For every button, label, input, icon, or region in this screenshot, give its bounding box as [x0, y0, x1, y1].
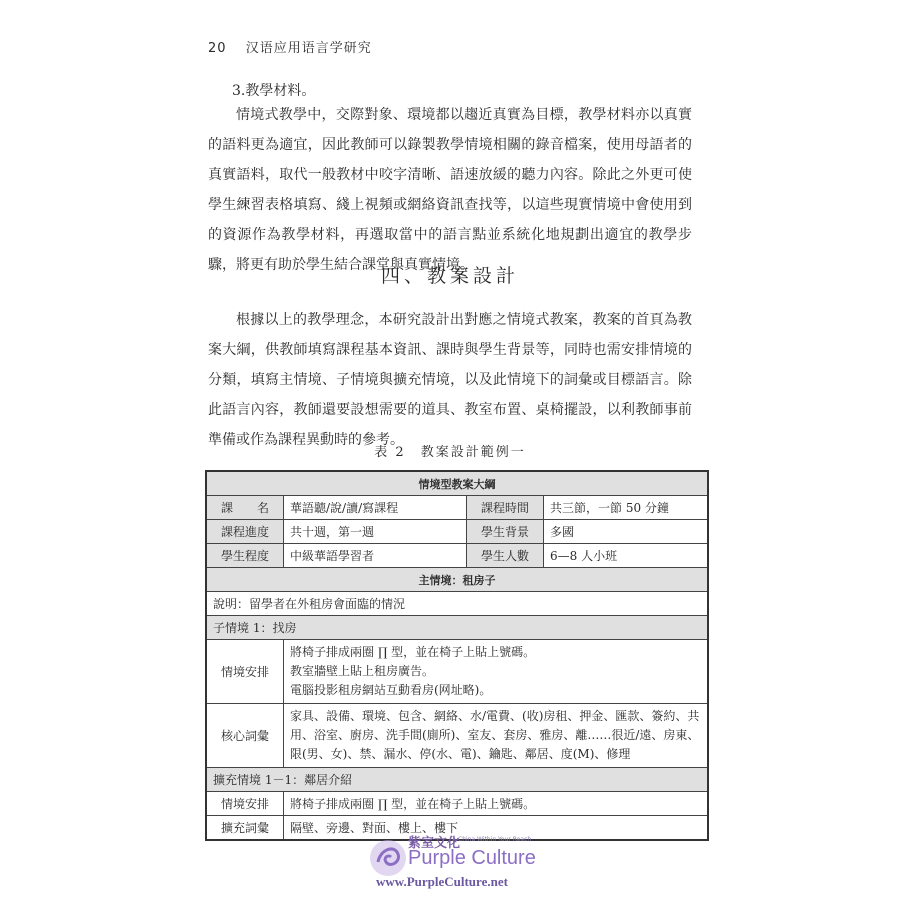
vocab-label: 核心詞彙 [206, 704, 284, 768]
table-row [206, 544, 708, 568]
arrangement-line: 教室牆壁上貼上租房廣告。 [290, 664, 435, 678]
ext-arrangement-label: 情境安排 [206, 792, 284, 816]
arrangement-line: 電腦投影租房網站互動看房(网址略)。 [290, 683, 492, 697]
ext-vocab-value: 隔壁、旁邊、對面、樓上、樓下 [284, 816, 709, 841]
sub-situation: 子情境 1：找房 [206, 616, 708, 640]
watermark-chinese: 紫室文化 [408, 836, 461, 851]
table-row [206, 568, 708, 592]
watermark-url: www.PurpleCulture.net [376, 874, 508, 889]
background-label: 學生背景 [467, 520, 544, 544]
table-row [206, 496, 708, 520]
page-number: 20 [208, 41, 227, 56]
arrangement-label: 情境安排 [206, 640, 284, 704]
ext-arrangement-value: 將椅子排成兩圈 ∏ 型，並在椅子上貼上號碼。 [284, 792, 709, 816]
progress-value: 共十週，第一週 [284, 520, 467, 544]
table-row [206, 768, 708, 792]
table-row [206, 616, 708, 640]
book-title: 汉语应用语言学研究 [245, 41, 372, 56]
main-situation: 主情境：租房子 [206, 568, 708, 592]
ext-vocab-label: 擴充詞彙 [206, 816, 284, 841]
page-header [208, 37, 372, 56]
hours-value: 共三節，一節 50 分鐘 [544, 496, 709, 520]
description: 說明：留學者在外租房會面臨的情況 [206, 592, 708, 616]
table-row [206, 792, 708, 816]
background-value: 多國 [544, 520, 709, 544]
lesson-plan-table [205, 470, 709, 841]
arrangement-value [284, 640, 709, 704]
vocab-value: 家具、設備、環境、包含、網絡、水/電費、(收)房租、押金、匯款、簽約、共用、浴室、廚房、洗手間(廁所)、室友、套房、雅房、離……很近/遠、房東、限(男、女)、禁、漏水、停(水、電)、鑰匙、鄰居、度(M)、修理 [284, 704, 709, 768]
arrangement-line: 將椅子排成兩圈 ∏ 型，並在椅子上貼上號碼。 [290, 645, 536, 659]
section-3-label: 3.教學材料。 [232, 83, 316, 99]
paragraph-teaching-materials: 情境式教學中，交際對象、環境都以趨近真實為目標，教學材料亦以真實的語料更為適宜，因此教師可以錄製教學情境相關的錄音檔案，使用母語者的真實語料，取代一般教材中咬字清晰、語速放緩的聽力內容。除此之外更可使學生練習表格填寫、綫上視頻或網絡資訊查找等，以這些現實情境中會使用到的資源作為教學材料，再選取當中的語言點並系統化地規劃出適宜的教學步驟，將更有助於學生結合課堂與真實情境。 [208, 107, 692, 273]
table-title: 情境型教案大綱 [206, 471, 708, 496]
table-row [206, 520, 708, 544]
table-caption: 表 2 教案設計範例一 [374, 445, 526, 460]
progress-label: 課程進度 [206, 520, 284, 544]
table-row [206, 592, 708, 616]
table-row [206, 704, 708, 768]
course-value: 華語聽/說/讀/寫課程 [284, 496, 467, 520]
hours-label: 課程時間 [467, 496, 544, 520]
course-label: 課 名 [206, 496, 284, 520]
level-label: 學生程度 [206, 544, 284, 568]
table-row [206, 471, 708, 496]
section-title: 四、教案設計 [380, 265, 519, 287]
watermark-tagline: A China Within Your Reach [452, 836, 532, 843]
level-value: 中級華語學習者 [284, 544, 467, 568]
paragraph-lesson-design: 根據以上的教學理念，本研究設計出對應之情境式教案，教案的首頁為教案大綱，供教師填寫課程基本資訊、課時與學生背景等，同時也需安排情境的分類，填寫主情境、子情境與擴充情境，以及此情境下的詞彙或目標語言。除此語言內容，教師還要設想需要的道具、教室布置、桌椅擺設，以利教師事前準備或作為課程異動時的參考。 [208, 312, 692, 448]
ext-situation: 擴充情境 1－1：鄰居介紹 [206, 768, 708, 792]
watermark-english: Purple Culture [408, 847, 536, 869]
count-value: 6—8 人小班 [544, 544, 709, 568]
table-row [206, 640, 708, 704]
count-label: 學生人數 [467, 544, 544, 568]
